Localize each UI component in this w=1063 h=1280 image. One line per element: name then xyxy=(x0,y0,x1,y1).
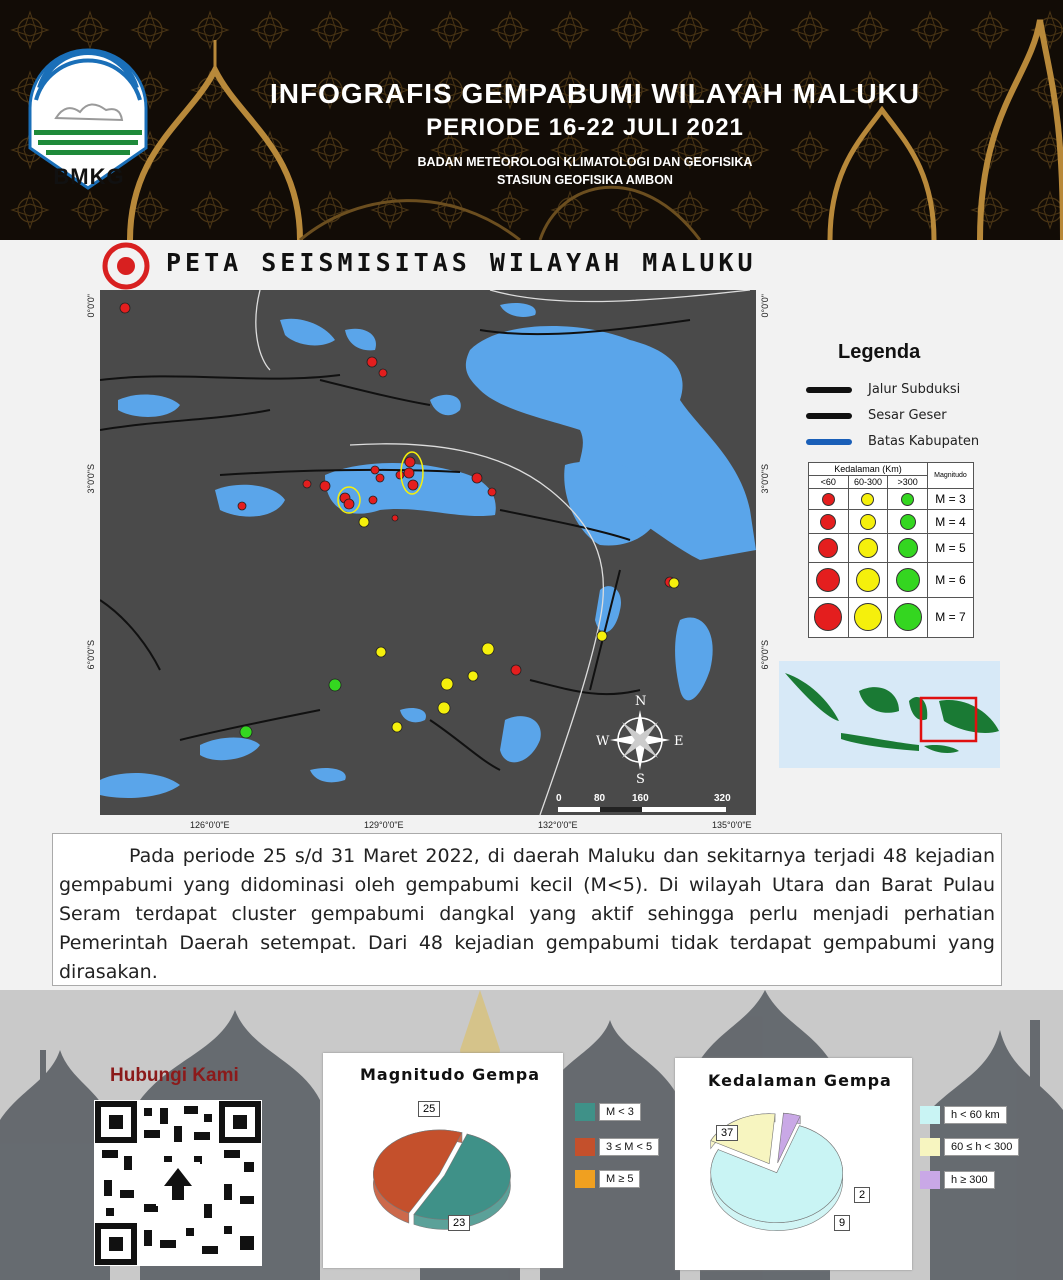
indonesia-inset-map xyxy=(779,661,1000,768)
mag-row: M = 4 xyxy=(927,510,973,534)
contact-title: Hubungi Kami xyxy=(110,1065,239,1086)
station-name: STASIUN GEOFISIKA AMBON xyxy=(497,173,673,187)
lat-tick: 3°0'0"S xyxy=(760,464,770,494)
magnitude-pie xyxy=(323,1095,563,1255)
seismicity-map xyxy=(100,290,756,815)
legend-item: Sesar Geser xyxy=(868,408,947,423)
qr-code[interactable] xyxy=(94,1100,262,1266)
compass-rose-icon xyxy=(610,710,670,770)
compass-e: E xyxy=(674,734,684,749)
depth-legend-item: h ≥ 300 xyxy=(920,1171,995,1189)
lon-tick: 126°0'0"E xyxy=(190,820,230,830)
depth-magnitude-legend xyxy=(808,462,974,638)
legend-item: Batas Kabupaten xyxy=(868,434,980,449)
legend-item: Jalur Subduksi xyxy=(868,382,961,397)
depth-col: <60 xyxy=(809,476,849,489)
scale-label-0: 0 xyxy=(556,793,562,804)
lat-tick: 3°0'0"S xyxy=(86,464,96,494)
lon-tick: 132°0'0"E xyxy=(538,820,578,830)
map-overlays xyxy=(100,290,756,815)
depth-legend-item: 60 ≤ h < 300 xyxy=(920,1138,1019,1156)
mag-header: Magnitudo xyxy=(927,463,973,489)
mag-legend-item: M ≥ 5 xyxy=(575,1170,640,1188)
mag-row: M = 7 xyxy=(927,597,973,637)
lat-tick: 0°0'0" xyxy=(86,294,96,318)
scale-label-320: 320 xyxy=(714,793,731,804)
agency-name: BADAN METEOROLOGI KLIMATOLOGI DAN GEOFISIKA xyxy=(417,155,753,169)
page-title: INFOGRAFIS GEMPABUMI WILAYAH MALUKU xyxy=(270,78,920,109)
cluster-ellipse xyxy=(401,452,423,494)
lon-tick: 135°0'0"E xyxy=(712,820,752,830)
cluster-ellipse xyxy=(338,487,360,513)
depth-chart-title: Kedalaman Gempa xyxy=(708,1071,892,1090)
compass-s: S xyxy=(636,772,645,787)
depth-header: Kedalaman (Km) xyxy=(809,463,928,476)
depth-col: 60-300 xyxy=(848,476,888,489)
legend-title: Legenda xyxy=(838,341,921,363)
lat-tick: 6°0'0"S xyxy=(86,640,96,670)
lon-tick: 129°0'0"E xyxy=(364,820,404,830)
compass-n: N xyxy=(635,694,647,709)
lat-tick: 6°0'0"S xyxy=(760,640,770,670)
depth-value-label: 2 xyxy=(854,1187,870,1203)
magnitude-chart-title: Magnitudo Gempa xyxy=(360,1065,541,1084)
logo-text: BMKG xyxy=(53,164,125,189)
depth-value-label: 37 xyxy=(716,1125,738,1141)
header-banner xyxy=(0,0,1063,240)
mag-row: M = 5 xyxy=(927,533,973,562)
fault-line-icon xyxy=(806,413,852,419)
mag-row: M = 3 xyxy=(927,489,973,510)
depth-col: >300 xyxy=(888,476,928,489)
description-text: Pada periode 25 s/d 31 Maret 2022, di daerah Maluku dan sekitarnya terjadi 48 kejadian gempabumi yang didominasi oleh gempabumi kecil (M<5). Di wilayah Utara dan Barat Pulau Seram terdapat cluster gempabumi dangkal yang aktif sehingga perlu menjadi perhatian Pemerintah Daerah setempat. Dari 48 kejadian gempabumi tidak terdapat gempabumi yang dirasakan. xyxy=(52,833,1002,986)
boundary-line-icon xyxy=(806,439,852,445)
period-subtitle: PERIODE 16-22 JULI 2021 xyxy=(426,114,744,141)
subduction-line-icon xyxy=(806,387,852,393)
compass-w: W xyxy=(596,734,610,749)
mag-row: M = 6 xyxy=(927,563,973,598)
scale-label-160: 160 xyxy=(632,793,649,804)
depth-legend-item: h < 60 km xyxy=(920,1106,1007,1124)
mag-value-label: 25 xyxy=(418,1101,440,1117)
section-title: PETA SEISMISITAS WILAYAH MALUKU xyxy=(166,248,757,277)
scale-label-80: 80 xyxy=(594,793,606,804)
target-icon xyxy=(102,242,150,290)
mag-legend-item: 3 ≤ M < 5 xyxy=(575,1138,659,1156)
depth-pie xyxy=(675,1100,912,1260)
depth-value-label: 9 xyxy=(834,1215,850,1231)
mag-value-label: 23 xyxy=(448,1215,470,1231)
mag-legend-item: M < 3 xyxy=(575,1103,641,1121)
lat-tick: 0°0'0" xyxy=(760,294,770,318)
